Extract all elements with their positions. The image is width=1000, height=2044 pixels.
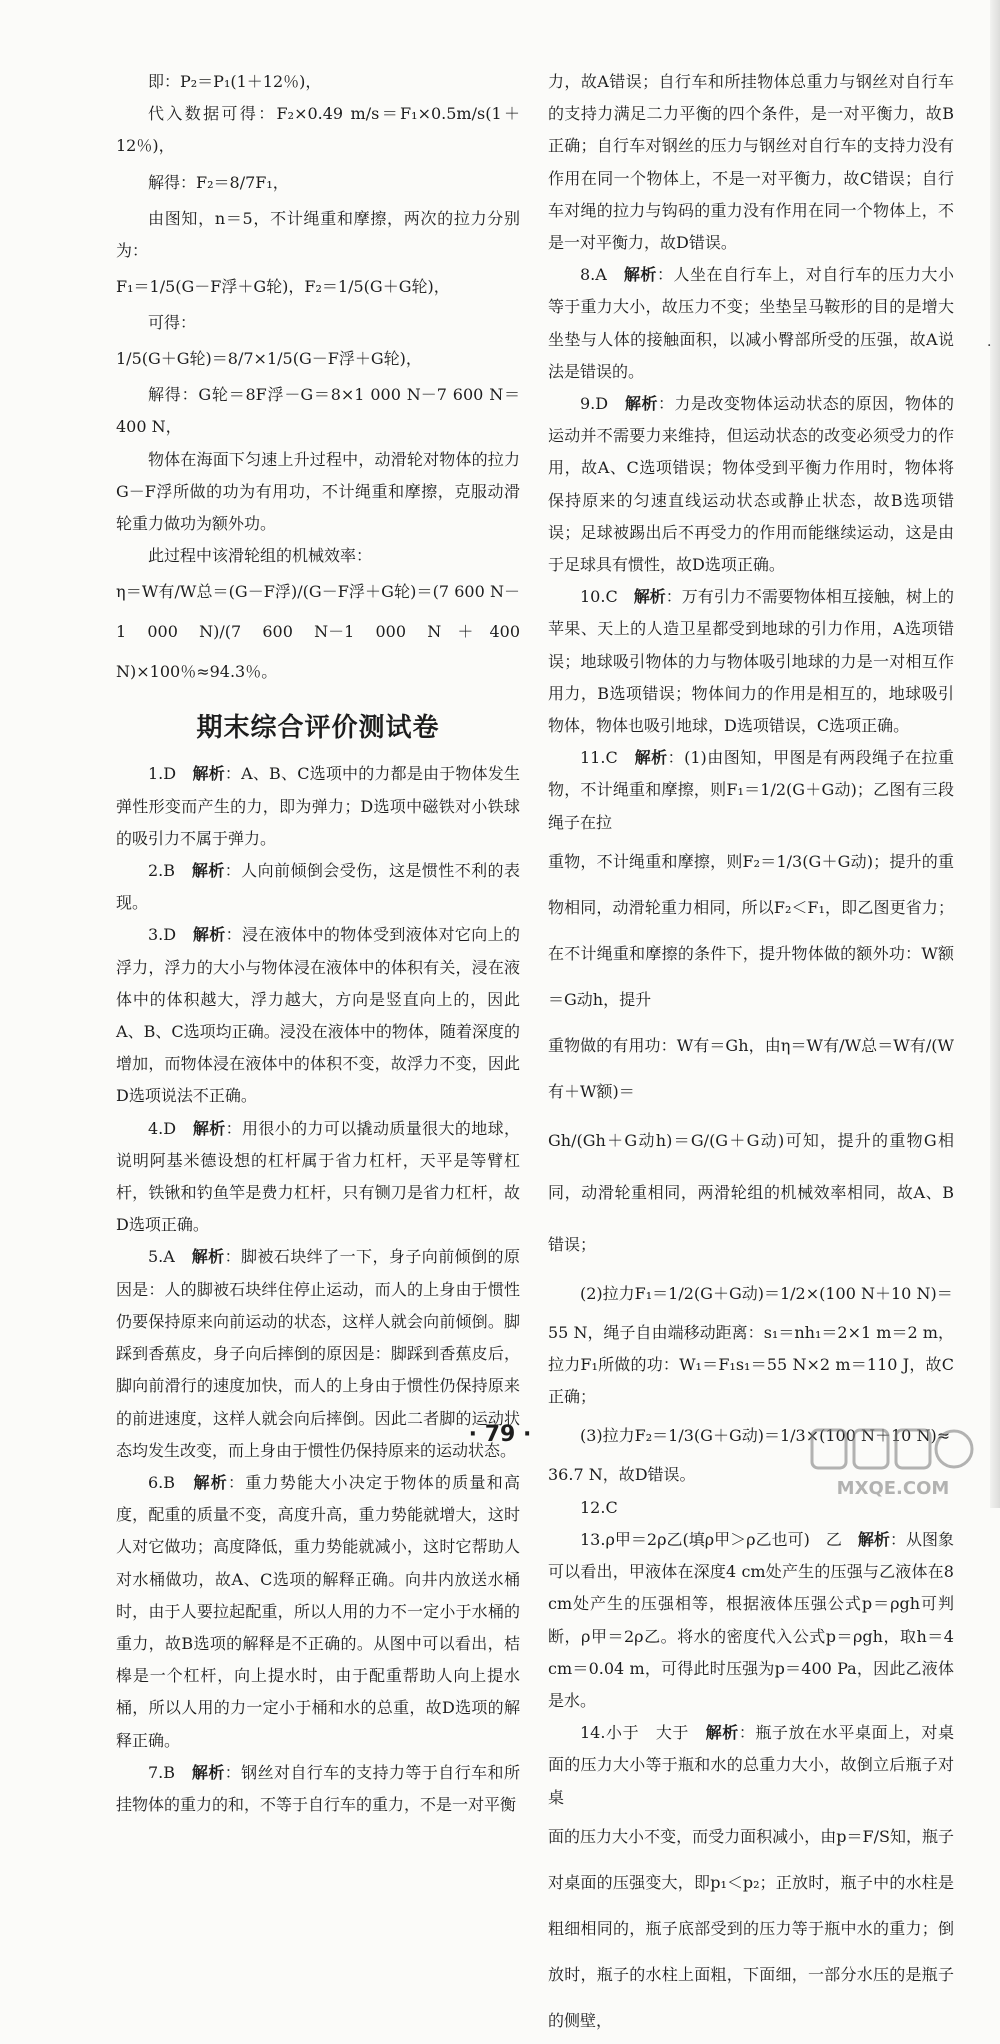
- answer-text: 1.D: [148, 764, 177, 784]
- text-line: 由图知，n＝5，不计绳重和摩擦，两次的拉力分别为：: [116, 208, 520, 260]
- answer-line: (3)拉力F₂＝1/3(G＋G动)＝1/3×(100 N＋10 N)≈: [580, 1426, 951, 1446]
- analysis-label: 解析: [192, 925, 226, 945]
- answer-text: 11.C: [580, 748, 618, 768]
- answer-text: ：脚被石块绊了一下，身子向前倾倒的原因是：人的脚被石块绊住停止运动，而人的上身由于惯性仍要保持原来向前运动的状态，这样人就会向前倾倒。脚踩到香蕉皮，身子向后摔倒的原因是：脚踩到香蕉皮后，脚向前滑行的速度加快，而人的上身由于惯性仍保持原来的前进速度，这样人就会向后摔倒。因此二者脚的运动状态均发生改变，而上身由于惯性仍保持原来的运动状态。: [116, 1247, 520, 1460]
- answer-text: ：浸在液体中的物体受到液体对它向上的浮力，浮力的大小与物体浸在液体中的体积有关，浸在液体中的体积越大，浮力越大，方向是竖直向上的，因此A、B、C选项均正确。浸没在液体中的物体，随着深度的增加，而物体浸在液体中的体积不变，故浮力不变，因此D选项说法不正确。: [116, 925, 520, 1106]
- formula-line: 1/5(G＋G轮)＝8/7×1/5(G－F浮＋G轮)，: [116, 349, 422, 369]
- answer-text: 8.A: [580, 265, 607, 285]
- answer-item: [116, 1467, 520, 1757]
- analysis-label: 解析: [191, 1762, 225, 1782]
- answer-line: 重物，不计绳重和摩擦，则F₂＝1/3(G＋G动)；提升的重物相同，动滑轮重力相同，所以F₂＜F₁，即乙图更省力；在不计绳重和摩擦的条件下，提升物体做的额外功：W额＝G动h，提升: [548, 851, 954, 1009]
- answer-text: ：钢丝对自行车的支持力等于自行车和所挂物体的重力的和，不等于自行车的重力，不是一对平衡: [116, 1762, 520, 1814]
- section-title: 期末综合评价测试卷: [196, 713, 440, 744]
- analysis-label: 解析: [705, 1723, 739, 1743]
- answer-item: [548, 1524, 954, 1717]
- answer-text: ：A、B、C选项中的力都是由于物体发生弹性形变而产生的力，即为弹力；D选项中磁铁对小铁球的吸引力不属于弹力。: [116, 764, 520, 848]
- analysis-label: 解析: [634, 748, 668, 768]
- text-line: 代入数据可得：F₂×0.49 m/s＝F₁×0.5m/s(1＋12％)，: [116, 104, 520, 156]
- answer-text: 14.: [580, 1723, 606, 1743]
- watermark-text: MXQE.COM: [836, 1478, 950, 1499]
- answer-line: 36.7 N，故D错误。: [548, 1465, 696, 1485]
- analysis-label: 解析: [192, 1118, 226, 1138]
- text-line: 解得：G轮＝8F浮－G＝8×1 000 N－7 600 N＝400 N，: [116, 385, 520, 437]
- answer-item: [116, 1757, 520, 1821]
- answer-text: ：用很小的力可以撬动质量很大的地球，说明阿基米德设想的杠杆属于省力杠杆，天平是等臂杠杆，铁锹和钓鱼竿是费力杠杆，只有铡刀是省力杠杆，故D选项正确。: [116, 1118, 520, 1235]
- answer-text: 小于 大于: [605, 1723, 690, 1743]
- answer-text: ：(1)由图知，甲图是有两段绳子在拉重物，不计绳重和摩擦，则F₁＝1/2(G＋G动)；乙图有三段绳子在拉: [548, 748, 954, 832]
- analysis-label: 解析: [191, 861, 225, 881]
- answer-item: [548, 259, 954, 388]
- answer-text: 9.D: [580, 394, 609, 414]
- right-column: [548, 66, 954, 2044]
- answer-text: ：瓶子放在水平桌面上，对桌面的压力大小等于瓶和水的总重力大小，故倒立后瓶子对桌: [548, 1723, 954, 1807]
- answer-text: 3.D: [148, 925, 177, 945]
- text-line: 解得：F₂＝8/7F₁，: [148, 172, 289, 192]
- answer-text: ρ甲＝2ρ乙(填ρ甲＞ρ乙也可) 乙: [605, 1529, 842, 1549]
- answer-text: 13.: [580, 1529, 606, 1549]
- answer-line: Gh/(Gh＋G动h)＝G/(G＋G动)可知，提升的重物G相同，动滑轮重相同，两滑轮组的机械效率相同，故A、B错误；: [548, 1130, 954, 1254]
- formula-line: η＝W有/W总＝(G－F浮)/(G－F浮＋G轮)＝(7 600 N－1 000 N)/(7 600 N－1 000 N＋400 N)×100％≈94.3％。: [116, 582, 520, 682]
- answer-item: [548, 742, 954, 839]
- analysis-label: 解析: [193, 1472, 229, 1492]
- answer-text: 7.B: [148, 1762, 176, 1782]
- answer-text: ：万有引力不需要物体相互接触，树上的苹果、天上的人造卫星都受到地球的引力作用，A选项错误；地球吸引物体的力与物体吸引地球的力是一对相互作用力，B选项错误；物体间力的作用是相互的，地球吸引物体，物体也吸引地球，D选项错误，C选项正确。: [548, 587, 954, 736]
- formula-line: F₁＝1/5(G－F浮＋G轮)，F₂＝1/5(G＋G轮)，: [116, 277, 450, 297]
- answer-line: 重物做的有用功：W有＝Gh，由η＝W有/W总＝W有/(W有＋W额)＝: [548, 1035, 954, 1101]
- answer-item: [116, 1113, 520, 1242]
- watermark-logo: [808, 1424, 978, 1502]
- answer-line: 55 N，绳子自由端移动距离：s₁＝nh₁＝2×1 m＝2 m，拉力F₁所做的功：W₁＝F₁s₁＝55 N×2 m＝110 J，故C正确；: [548, 1322, 954, 1407]
- answer-text: 5.A: [148, 1247, 175, 1267]
- answer-item: [548, 388, 954, 581]
- analysis-label: 解析: [192, 764, 225, 784]
- answer-continuation: 力，故A错误；自行车和所挂物体总重力与钢丝对自行车的支持力满足二力平衡的四个条件，是一对平衡力，故B正确；自行车对钢丝的压力与钢丝对自行车的支持力没有作用在同一个物体上，不是一对平衡力，故C错误；自行车对绳的拉力与钩码的重力没有作用在同一个物体上，不是一对平衡力，故D错误。: [548, 72, 954, 253]
- analysis-label: 解析: [633, 587, 666, 607]
- answer-item: [116, 919, 520, 1112]
- answer-text: 10.C: [580, 587, 618, 607]
- text-paragraph: 物体在海面下匀速上升过程中，动滑轮对物体的拉力G－F浮所做的功为有用功，不计绳重和摩擦，克服动滑轮重力做功为额外功。: [116, 449, 520, 534]
- text-line: 可得：: [148, 313, 197, 333]
- answer-line: 面的压力大小不变，而受力面积减小，由p＝F/S知，瓶子对桌面的压强变大，即p₁＜p₂；正放时，瓶子中的水柱是粗细相同的，瓶子底部受到的压力等于瓶中水的重力；倒放时，瓶子的水柱上面粗，下面细，一部分水压的是瓶子的侧壁，: [548, 1826, 954, 2030]
- answer-item: [116, 758, 520, 855]
- answer-item: [548, 581, 954, 742]
- page-number: · 79 ·: [468, 1422, 532, 1447]
- answer-text: 2.B: [148, 861, 176, 881]
- analysis-label: 解析: [625, 394, 658, 414]
- analysis-label: 解析: [191, 1247, 225, 1267]
- analysis-label: 解析: [623, 265, 657, 285]
- answer-text: ：力是改变物体运动状态的原因，物体的运动并不需要力来维持，但运动状态的改变必须受力的作用，故A、C选项错误；物体受到平衡力作用时，物体将保持原来的匀速直线运动状态或静止状态，故B选项错误；足球被踢出后不再受力的作用而能继续运动，这是由于足球具有惯性，故D选项正确。: [548, 394, 954, 575]
- answer-text: ：人向前倾倒会受伤，这是惯性不利的表现。: [116, 861, 520, 913]
- margin-dot: ·: [987, 338, 992, 354]
- text-line: 此过程中该滑轮组的机械效率：: [148, 546, 373, 566]
- answer-text: 4.D: [148, 1118, 177, 1138]
- answer-item: [548, 1717, 954, 1814]
- analysis-label: 解析: [857, 1529, 890, 1549]
- answer-text: ：人坐在自行车上，对自行车的压力大小等于重力大小，故压力不变；坐垫呈马鞍形的目的是增大坐垫与人体的接触面积，以减小臀部所受的压强，故A说法是错误的。: [548, 265, 954, 381]
- answer-text: 6.B: [148, 1472, 176, 1492]
- answer-line: (2)拉力F₁＝1/2(G＋G动)＝1/2×(100 N＋10 N)＝: [580, 1283, 953, 1303]
- answer-text: ：从图象可以看出，甲液体在深度4 cm处产生的压强与乙液体在8 cm处产生的压强相等，根据液体压强公式p＝ρgh可判断，ρ甲＝2ρ乙。将水的密度代入公式p＝ρgh，取h＝4 cm＝0.04 m，可得此时压强为p＝400 Pa，因此乙液体是水。: [548, 1529, 954, 1710]
- left-column: [116, 66, 520, 1821]
- text-line: 即：P₂＝P₁(1＋12％)，: [148, 72, 322, 91]
- answer-item: 12.C: [580, 1497, 618, 1517]
- answer-text: ：重力势能大小决定于物体的质量和高度，配重的质量不变，高度升高，重力势能就增大，这时人对它做功；高度降低，重力势能就减小，这时它帮助人对水桶做功，故A、C选项的解释正确。向井内放送水桶时，由于人要拉起配重，所以人用的力不一定小于水桶的重力，故B选项的解释是不正确的。从图中可以看出，桔槔是一个杠杆，向上提水时，由于配重帮助人向上提水桶，所以人用的力一定小于桶和水的总重，故D选项的解释正确。: [116, 1472, 520, 1750]
- answer-item: [116, 855, 520, 919]
- page-edge-shadow: [990, 0, 1000, 1508]
